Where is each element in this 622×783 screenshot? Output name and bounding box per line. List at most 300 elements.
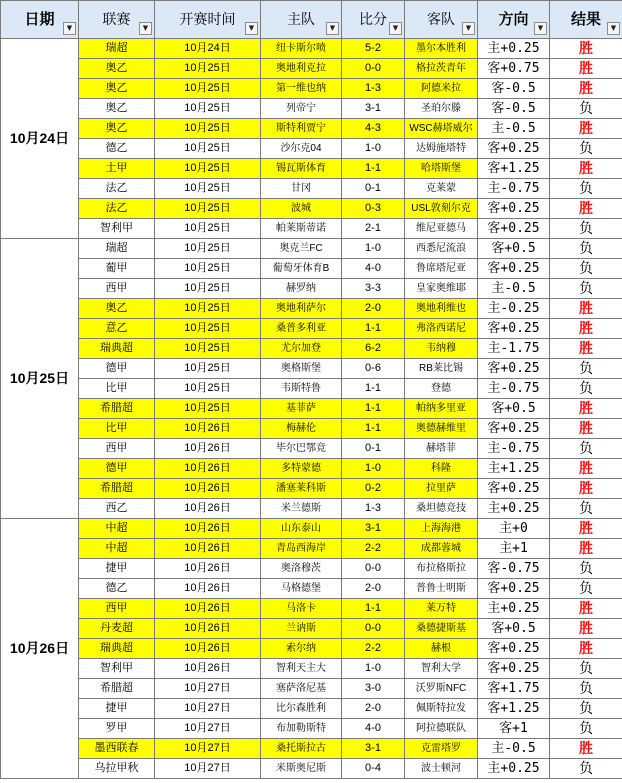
direction-cell[interactable]: 主-0.75 bbox=[478, 439, 550, 459]
score-cell[interactable]: 1-1 bbox=[342, 159, 405, 179]
score-cell[interactable]: 0-0 bbox=[342, 59, 405, 79]
score-cell[interactable]: 6-2 bbox=[342, 339, 405, 359]
home-team-cell[interactable]: 奥洛穆茨 bbox=[261, 559, 342, 579]
away-team-cell[interactable]: 西悉尼流浪 bbox=[405, 239, 478, 259]
table-row bbox=[1, 639, 622, 659]
result-cell[interactable]: 胜 bbox=[550, 339, 622, 359]
home-team-cell[interactable]: 第一维也纳 bbox=[261, 79, 342, 99]
league-cell[interactable]: 奥乙 bbox=[79, 299, 155, 319]
result-cell[interactable]: 负 bbox=[550, 279, 622, 299]
home-team-cell[interactable]: 列帝宁 bbox=[261, 99, 342, 119]
away-team-cell[interactable]: 赫塔菲 bbox=[405, 439, 478, 459]
result-cell[interactable]: 胜 bbox=[550, 619, 622, 639]
score-cell[interactable]: 3-0 bbox=[342, 679, 405, 699]
score-cell[interactable]: 0-1 bbox=[342, 179, 405, 199]
home-team-cell[interactable]: 波城 bbox=[261, 199, 342, 219]
direction-cell[interactable]: 客+0.25 bbox=[478, 639, 550, 659]
home-team-cell[interactable]: 马格德堡 bbox=[261, 579, 342, 599]
away-team-cell[interactable]: 佩斯特拉发 bbox=[405, 699, 478, 719]
away-team-cell[interactable]: 阿德米拉 bbox=[405, 79, 478, 99]
away-team-cell[interactable]: 奥地利维也 bbox=[405, 299, 478, 319]
table-row bbox=[1, 139, 622, 159]
time-cell[interactable]: 10月25日 bbox=[155, 59, 261, 79]
league-cell[interactable]: 希腊超 bbox=[79, 479, 155, 499]
time-cell[interactable]: 10月26日 bbox=[155, 519, 261, 539]
table-row bbox=[1, 179, 622, 199]
score-cell[interactable]: 1-0 bbox=[342, 239, 405, 259]
home-team-cell[interactable]: 桑托斯拉古 bbox=[261, 739, 342, 759]
time-cell[interactable]: 10月25日 bbox=[155, 119, 261, 139]
table-row bbox=[1, 239, 622, 259]
direction-cell[interactable]: 客+0.25 bbox=[478, 419, 550, 439]
direction-cell[interactable]: 客-0.5 bbox=[478, 99, 550, 119]
away-team-cell[interactable]: 沃罗斯NFC bbox=[405, 679, 478, 699]
result-cell[interactable]: 负 bbox=[550, 359, 622, 379]
league-cell[interactable]: 希腊超 bbox=[79, 679, 155, 699]
time-cell[interactable]: 10月24日 bbox=[155, 39, 261, 59]
away-team-cell[interactable]: 鲁席塔尼亚 bbox=[405, 259, 478, 279]
score-cell[interactable]: 1-0 bbox=[342, 659, 405, 679]
score-cell[interactable]: 1-3 bbox=[342, 79, 405, 99]
home-team-cell[interactable]: 韦斯特鲁 bbox=[261, 379, 342, 399]
filter-dropdown-icon[interactable]: ▼ bbox=[63, 22, 76, 35]
result-cell[interactable]: 负 bbox=[550, 579, 622, 599]
score-cell[interactable]: 2-2 bbox=[342, 539, 405, 559]
home-team-cell[interactable]: 桑普多利亚 bbox=[261, 319, 342, 339]
direction-cell[interactable]: 客+0.25 bbox=[478, 479, 550, 499]
time-cell[interactable]: 10月25日 bbox=[155, 239, 261, 259]
result-cell[interactable]: 负 bbox=[550, 379, 622, 399]
home-team-cell[interactable]: 锡瓦斯体育 bbox=[261, 159, 342, 179]
away-team-cell[interactable]: 桑坦德竞技 bbox=[405, 499, 478, 519]
league-cell[interactable]: 中超 bbox=[79, 519, 155, 539]
league-cell[interactable]: 瑞典超 bbox=[79, 639, 155, 659]
home-team-cell[interactable]: 米兰德斯 bbox=[261, 499, 342, 519]
table-row bbox=[1, 279, 622, 299]
home-team-cell[interactable]: 斯特利贾宁 bbox=[261, 119, 342, 139]
time-cell[interactable]: 10月26日 bbox=[155, 599, 261, 619]
away-team-cell[interactable]: 桑德捷斯基 bbox=[405, 619, 478, 639]
table-row bbox=[1, 339, 622, 359]
league-cell[interactable]: 乌拉甲秋 bbox=[79, 759, 155, 779]
result-cell[interactable]: 负 bbox=[550, 139, 622, 159]
time-cell[interactable]: 10月26日 bbox=[155, 499, 261, 519]
home-team-cell[interactable]: 梅赫伦 bbox=[261, 419, 342, 439]
direction-cell[interactable]: 主+1 bbox=[478, 539, 550, 559]
home-team-cell[interactable]: 奥克兰FC bbox=[261, 239, 342, 259]
table-row bbox=[1, 59, 622, 79]
away-team-cell[interactable]: USL敦刻尔克 bbox=[405, 199, 478, 219]
table-row bbox=[1, 679, 622, 699]
home-team-cell[interactable]: 比尔森胜利 bbox=[261, 699, 342, 719]
result-header-label: 结果 bbox=[570, 11, 601, 28]
league-cell[interactable]: 比甲 bbox=[79, 379, 155, 399]
direction-cell[interactable]: 主+0.25 bbox=[478, 759, 550, 779]
time-cell[interactable]: 10月25日 bbox=[155, 179, 261, 199]
table-row bbox=[1, 99, 622, 119]
filter-dropdown-icon[interactable]: ▼ bbox=[245, 22, 258, 35]
direction-cell[interactable]: 客+1 bbox=[478, 719, 550, 739]
home-team-cell[interactable]: 帕莱斯蒂诺 bbox=[261, 219, 342, 239]
home-team-cell[interactable]: 葡萄牙体育B bbox=[261, 259, 342, 279]
score-cell[interactable]: 3-1 bbox=[342, 99, 405, 119]
result-cell[interactable]: 负 bbox=[550, 259, 622, 279]
league-cell[interactable]: 德乙 bbox=[79, 579, 155, 599]
league-cell[interactable]: 智利甲 bbox=[79, 219, 155, 239]
away-team-cell[interactable]: 克莱蒙 bbox=[405, 179, 478, 199]
away-team-cell[interactable]: 登德 bbox=[405, 379, 478, 399]
direction-cell[interactable]: 主+0.25 bbox=[478, 39, 550, 59]
away-team-cell[interactable]: 拉里萨 bbox=[405, 479, 478, 499]
result-cell[interactable]: 负 bbox=[550, 759, 622, 779]
result-cell[interactable]: 负 bbox=[550, 679, 622, 699]
result-cell[interactable]: 胜 bbox=[550, 299, 622, 319]
time-cell[interactable]: 10月27日 bbox=[155, 699, 261, 719]
time-cell[interactable]: 10月25日 bbox=[155, 99, 261, 119]
score-cell[interactable]: 4-0 bbox=[342, 719, 405, 739]
score-cell[interactable]: 2-0 bbox=[342, 299, 405, 319]
home-team-cell[interactable]: 智利天主大 bbox=[261, 659, 342, 679]
direction-cell[interactable]: 客+1.25 bbox=[478, 159, 550, 179]
score-cell[interactable]: 1-1 bbox=[342, 319, 405, 339]
home-team-cell[interactable]: 潘塞莱科斯 bbox=[261, 479, 342, 499]
direction-cell[interactable]: 主-0.5 bbox=[478, 739, 550, 759]
home-team-cell[interactable]: 索尔纳 bbox=[261, 639, 342, 659]
direction-cell[interactable]: 客+0.25 bbox=[478, 199, 550, 219]
score-cell[interactable]: 1-1 bbox=[342, 419, 405, 439]
table-row bbox=[1, 499, 622, 519]
time-cell[interactable]: 10月26日 bbox=[155, 639, 261, 659]
result-cell[interactable]: 胜 bbox=[550, 459, 622, 479]
result-cell[interactable]: 胜 bbox=[550, 199, 622, 219]
result-cell[interactable]: 负 bbox=[550, 179, 622, 199]
home-team-cell[interactable]: 甘冈 bbox=[261, 179, 342, 199]
direction-cell[interactable]: 客+1.75 bbox=[478, 679, 550, 699]
time-cell[interactable]: 10月25日 bbox=[155, 199, 261, 219]
home-team-cell[interactable]: 米斯奥尼斯 bbox=[261, 759, 342, 779]
direction-cell[interactable]: 主-0.75 bbox=[478, 179, 550, 199]
direction-cell[interactable]: 客+0.25 bbox=[478, 139, 550, 159]
score-cell[interactable]: 0-0 bbox=[342, 619, 405, 639]
home-team-cell[interactable]: 基菲萨 bbox=[261, 399, 342, 419]
direction-cell[interactable]: 主-1.75 bbox=[478, 339, 550, 359]
home-team-cell[interactable]: 塞萨洛尼基 bbox=[261, 679, 342, 699]
away-team-cell[interactable]: 达姆施塔特 bbox=[405, 139, 478, 159]
league-cell[interactable]: 奥乙 bbox=[79, 59, 155, 79]
result-cell[interactable]: 胜 bbox=[550, 119, 622, 139]
home-team-cell[interactable]: 青岛西海岸 bbox=[261, 539, 342, 559]
league-cell[interactable]: 捷甲 bbox=[79, 559, 155, 579]
league-cell[interactable]: 奥乙 bbox=[79, 119, 155, 139]
league-cell[interactable]: 瑞典超 bbox=[79, 339, 155, 359]
league-cell[interactable]: 西甲 bbox=[79, 439, 155, 459]
away-team-cell[interactable]: 波士顿河 bbox=[405, 759, 478, 779]
filter-dropdown-icon[interactable]: ▼ bbox=[139, 22, 152, 35]
time-cell[interactable]: 10月25日 bbox=[155, 219, 261, 239]
score-cell[interactable]: 2-0 bbox=[342, 579, 405, 599]
time-cell[interactable]: 10月27日 bbox=[155, 719, 261, 739]
table-row bbox=[1, 219, 622, 239]
league-cell[interactable]: 罗甲 bbox=[79, 719, 155, 739]
filter-dropdown-icon[interactable]: ▼ bbox=[607, 22, 620, 35]
result-column-header bbox=[550, 1, 622, 39]
time-cell[interactable]: 10月26日 bbox=[155, 579, 261, 599]
time-cell[interactable]: 10月25日 bbox=[155, 319, 261, 339]
time-cell[interactable]: 10月26日 bbox=[155, 479, 261, 499]
direction-cell[interactable]: 客+0.25 bbox=[478, 359, 550, 379]
time-cell[interactable]: 10月27日 bbox=[155, 759, 261, 779]
league-cell[interactable]: 比甲 bbox=[79, 419, 155, 439]
league-cell[interactable]: 中超 bbox=[79, 539, 155, 559]
away-team-cell[interactable]: 智利大学 bbox=[405, 659, 478, 679]
time-cell[interactable]: 10月26日 bbox=[155, 419, 261, 439]
table-row bbox=[1, 299, 622, 319]
home-team-cell[interactable]: 奥地利萨尔 bbox=[261, 299, 342, 319]
result-cell[interactable]: 胜 bbox=[550, 639, 622, 659]
home-team-cell[interactable]: 尤尔加登 bbox=[261, 339, 342, 359]
result-cell[interactable]: 负 bbox=[550, 699, 622, 719]
league-cell[interactable]: 丹麦超 bbox=[79, 619, 155, 639]
header-row bbox=[1, 1, 622, 39]
score-cell[interactable]: 1-1 bbox=[342, 379, 405, 399]
league-cell[interactable]: 希腊超 bbox=[79, 399, 155, 419]
direction-cell[interactable]: 客+0.25 bbox=[478, 219, 550, 239]
away-team-cell[interactable]: 圣珀尔滕 bbox=[405, 99, 478, 119]
league-cell[interactable]: 葡甲 bbox=[79, 259, 155, 279]
direction-cell[interactable]: 客+0.5 bbox=[478, 239, 550, 259]
result-cell[interactable]: 胜 bbox=[550, 79, 622, 99]
away-team-cell[interactable]: 普鲁士明斯 bbox=[405, 579, 478, 599]
time-cell[interactable]: 10月25日 bbox=[155, 399, 261, 419]
direction-cell[interactable]: 主+1.25 bbox=[478, 459, 550, 479]
score-cell[interactable]: 2-2 bbox=[342, 639, 405, 659]
home-team-cell[interactable]: 兰讷斯 bbox=[261, 619, 342, 639]
direction-cell[interactable]: 主-0.5 bbox=[478, 119, 550, 139]
table-row bbox=[1, 659, 622, 679]
home-team-cell[interactable]: 奥地利克拉 bbox=[261, 59, 342, 79]
filter-dropdown-icon[interactable]: ▼ bbox=[389, 22, 402, 35]
score-cell[interactable]: 1-1 bbox=[342, 399, 405, 419]
result-cell[interactable]: 负 bbox=[550, 219, 622, 239]
away-team-cell[interactable]: 奥德赫维里 bbox=[405, 419, 478, 439]
league-cell[interactable]: 奥乙 bbox=[79, 79, 155, 99]
result-cell[interactable]: 负 bbox=[550, 719, 622, 739]
score-cell[interactable]: 0-3 bbox=[342, 199, 405, 219]
score-cell[interactable]: 2-0 bbox=[342, 699, 405, 719]
time-cell[interactable]: 10月26日 bbox=[155, 659, 261, 679]
time-cell[interactable]: 10月25日 bbox=[155, 259, 261, 279]
league-cell[interactable]: 西乙 bbox=[79, 499, 155, 519]
direction-cell[interactable]: 客+0.75 bbox=[478, 59, 550, 79]
result-cell[interactable]: 胜 bbox=[550, 599, 622, 619]
score-cell[interactable]: 1-0 bbox=[342, 139, 405, 159]
league-cell[interactable]: 意乙 bbox=[79, 319, 155, 339]
away-team-cell[interactable]: 帕纳多里亚 bbox=[405, 399, 478, 419]
direction-cell[interactable]: 客-0.5 bbox=[478, 79, 550, 99]
direction-cell[interactable]: 客+0.25 bbox=[478, 579, 550, 599]
away-team-cell[interactable]: 科隆 bbox=[405, 459, 478, 479]
score-cell[interactable]: 0-0 bbox=[342, 559, 405, 579]
result-cell[interactable]: 负 bbox=[550, 239, 622, 259]
score-cell[interactable]: 4-0 bbox=[342, 259, 405, 279]
league-cell[interactable]: 法乙 bbox=[79, 199, 155, 219]
direction-cell[interactable]: 客+1.25 bbox=[478, 699, 550, 719]
result-cell[interactable]: 负 bbox=[550, 439, 622, 459]
table-row bbox=[1, 579, 622, 599]
time-cell[interactable]: 10月26日 bbox=[155, 439, 261, 459]
away-team-cell[interactable]: 维尼亚德马 bbox=[405, 219, 478, 239]
league-cell[interactable]: 智利甲 bbox=[79, 659, 155, 679]
table-row bbox=[1, 359, 622, 379]
date-group-cell[interactable]: 10月25日 bbox=[1, 239, 79, 519]
result-cell[interactable]: 胜 bbox=[550, 519, 622, 539]
score-cell[interactable]: 3-1 bbox=[342, 739, 405, 759]
direction-cell[interactable]: 主+0 bbox=[478, 519, 550, 539]
date-group-cell[interactable]: 10月26日 bbox=[1, 519, 79, 779]
result-cell[interactable]: 胜 bbox=[550, 59, 622, 79]
result-cell[interactable]: 负 bbox=[550, 659, 622, 679]
result-cell[interactable]: 胜 bbox=[550, 479, 622, 499]
away-column-header bbox=[405, 1, 478, 39]
time-cell[interactable]: 10月25日 bbox=[155, 79, 261, 99]
away-team-cell[interactable]: 墨尔本胜利 bbox=[405, 39, 478, 59]
direction-cell[interactable]: 客+0.25 bbox=[478, 659, 550, 679]
filter-dropdown-icon[interactable]: ▼ bbox=[326, 22, 339, 35]
home-team-cell[interactable]: 奥格斯堡 bbox=[261, 359, 342, 379]
away-team-cell[interactable]: 皇家奥维耶 bbox=[405, 279, 478, 299]
result-cell[interactable]: 胜 bbox=[550, 399, 622, 419]
away-team-cell[interactable]: WSC赫塔威尔 bbox=[405, 119, 478, 139]
score-cell[interactable]: 3-1 bbox=[342, 519, 405, 539]
away-team-cell[interactable]: 成都蓉城 bbox=[405, 539, 478, 559]
league-cell[interactable]: 土甲 bbox=[79, 159, 155, 179]
time-cell[interactable]: 10月25日 bbox=[155, 359, 261, 379]
direction-cell[interactable]: 客+0.5 bbox=[478, 619, 550, 639]
home-team-cell[interactable]: 布加勒斯特 bbox=[261, 719, 342, 739]
score-cell[interactable]: 2-1 bbox=[342, 219, 405, 239]
result-cell[interactable]: 负 bbox=[550, 499, 622, 519]
league-cell[interactable]: 捷甲 bbox=[79, 699, 155, 719]
away-team-cell[interactable]: 韦纳穆 bbox=[405, 339, 478, 359]
time-cell[interactable]: 10月25日 bbox=[155, 279, 261, 299]
time-cell[interactable]: 10月26日 bbox=[155, 459, 261, 479]
league-cell[interactable]: 德甲 bbox=[79, 359, 155, 379]
result-cell[interactable]: 胜 bbox=[550, 419, 622, 439]
away-team-cell[interactable]: 赫根 bbox=[405, 639, 478, 659]
league-cell[interactable]: 德甲 bbox=[79, 459, 155, 479]
time-cell[interactable]: 10月27日 bbox=[155, 679, 261, 699]
table-row bbox=[1, 39, 622, 59]
result-cell[interactable]: 负 bbox=[550, 99, 622, 119]
away-team-cell[interactable]: 哈塔斯堡 bbox=[405, 159, 478, 179]
league-cell[interactable]: 瑞超 bbox=[79, 239, 155, 259]
direction-cell[interactable]: 客+0.5 bbox=[478, 399, 550, 419]
direction-header-label: 方向 bbox=[498, 11, 529, 28]
score-cell[interactable]: 1-0 bbox=[342, 459, 405, 479]
table-row bbox=[1, 719, 622, 739]
home-team-cell[interactable]: 沙尔克04 bbox=[261, 139, 342, 159]
score-cell[interactable]: 0-6 bbox=[342, 359, 405, 379]
home-team-cell[interactable]: 赫罗纳 bbox=[261, 279, 342, 299]
league-cell[interactable]: 法乙 bbox=[79, 179, 155, 199]
league-cell[interactable]: 西甲 bbox=[79, 279, 155, 299]
score-header-label: 比分 bbox=[359, 11, 387, 27]
direction-cell[interactable]: 主+0.25 bbox=[478, 599, 550, 619]
result-cell[interactable]: 胜 bbox=[550, 39, 622, 59]
home-team-cell[interactable]: 纽卡斯尔喷 bbox=[261, 39, 342, 59]
score-cell[interactable]: 0-4 bbox=[342, 759, 405, 779]
result-cell[interactable]: 胜 bbox=[550, 319, 622, 339]
result-cell[interactable]: 胜 bbox=[550, 539, 622, 559]
date-group-cell[interactable]: 10月24日 bbox=[1, 39, 79, 239]
home-header-label: 主队 bbox=[287, 11, 315, 27]
direction-cell[interactable]: 客+0.25 bbox=[478, 319, 550, 339]
direction-cell[interactable]: 主-0.75 bbox=[478, 379, 550, 399]
table-row bbox=[1, 619, 622, 639]
home-team-cell[interactable]: 多特蒙德 bbox=[261, 459, 342, 479]
away-team-cell[interactable]: 阿拉德联队 bbox=[405, 719, 478, 739]
table-row bbox=[1, 479, 622, 499]
result-cell[interactable]: 胜 bbox=[550, 159, 622, 179]
table-row bbox=[1, 119, 622, 139]
time-cell[interactable]: 10月25日 bbox=[155, 159, 261, 179]
direction-cell[interactable]: 客-0.75 bbox=[478, 559, 550, 579]
away-team-cell[interactable]: 布拉格斯拉 bbox=[405, 559, 478, 579]
away-team-cell[interactable]: RB莱比锡 bbox=[405, 359, 478, 379]
score-cell[interactable]: 4-3 bbox=[342, 119, 405, 139]
score-column-header bbox=[342, 1, 405, 39]
home-team-cell[interactable]: 毕尔巴鄂竞 bbox=[261, 439, 342, 459]
league-cell[interactable]: 墨西联春 bbox=[79, 739, 155, 759]
league-cell[interactable]: 西甲 bbox=[79, 599, 155, 619]
time-cell[interactable]: 10月25日 bbox=[155, 139, 261, 159]
time-cell[interactable]: 10月26日 bbox=[155, 539, 261, 559]
score-cell[interactable]: 3-3 bbox=[342, 279, 405, 299]
filter-dropdown-icon[interactable]: ▼ bbox=[462, 22, 475, 35]
score-cell[interactable]: 1-3 bbox=[342, 499, 405, 519]
league-cell[interactable]: 瑞超 bbox=[79, 39, 155, 59]
direction-cell[interactable]: 主-0.5 bbox=[478, 279, 550, 299]
time-cell[interactable]: 10月25日 bbox=[155, 379, 261, 399]
direction-cell[interactable]: 客+0.25 bbox=[478, 259, 550, 279]
league-cell[interactable]: 德乙 bbox=[79, 139, 155, 159]
score-cell[interactable]: 0-1 bbox=[342, 439, 405, 459]
away-team-cell[interactable]: 格拉茨青年 bbox=[405, 59, 478, 79]
home-team-cell[interactable]: 山东泰山 bbox=[261, 519, 342, 539]
away-team-cell[interactable]: 克雷塔罗 bbox=[405, 739, 478, 759]
score-cell[interactable]: 5-2 bbox=[342, 39, 405, 59]
result-cell[interactable]: 负 bbox=[550, 559, 622, 579]
table-row bbox=[1, 199, 622, 219]
time-cell[interactable]: 10月26日 bbox=[155, 559, 261, 579]
direction-cell[interactable]: 主+0.25 bbox=[478, 499, 550, 519]
filter-dropdown-icon[interactable]: ▼ bbox=[534, 22, 547, 35]
home-team-cell[interactable]: 马洛卡 bbox=[261, 599, 342, 619]
time-cell[interactable]: 10月25日 bbox=[155, 299, 261, 319]
away-header-label: 客队 bbox=[427, 11, 455, 27]
score-cell[interactable]: 1-1 bbox=[342, 599, 405, 619]
direction-cell[interactable]: 主-0.25 bbox=[478, 299, 550, 319]
league-cell[interactable]: 奥乙 bbox=[79, 99, 155, 119]
score-cell[interactable]: 0-2 bbox=[342, 479, 405, 499]
time-cell[interactable]: 10月25日 bbox=[155, 339, 261, 359]
away-team-cell[interactable]: 弗洛西诺尼 bbox=[405, 319, 478, 339]
away-team-cell[interactable]: 上海海港 bbox=[405, 519, 478, 539]
time-cell[interactable]: 10月26日 bbox=[155, 619, 261, 639]
time-cell[interactable]: 10月27日 bbox=[155, 739, 261, 759]
result-cell[interactable]: 胜 bbox=[550, 739, 622, 759]
away-team-cell[interactable]: 莱万特 bbox=[405, 599, 478, 619]
